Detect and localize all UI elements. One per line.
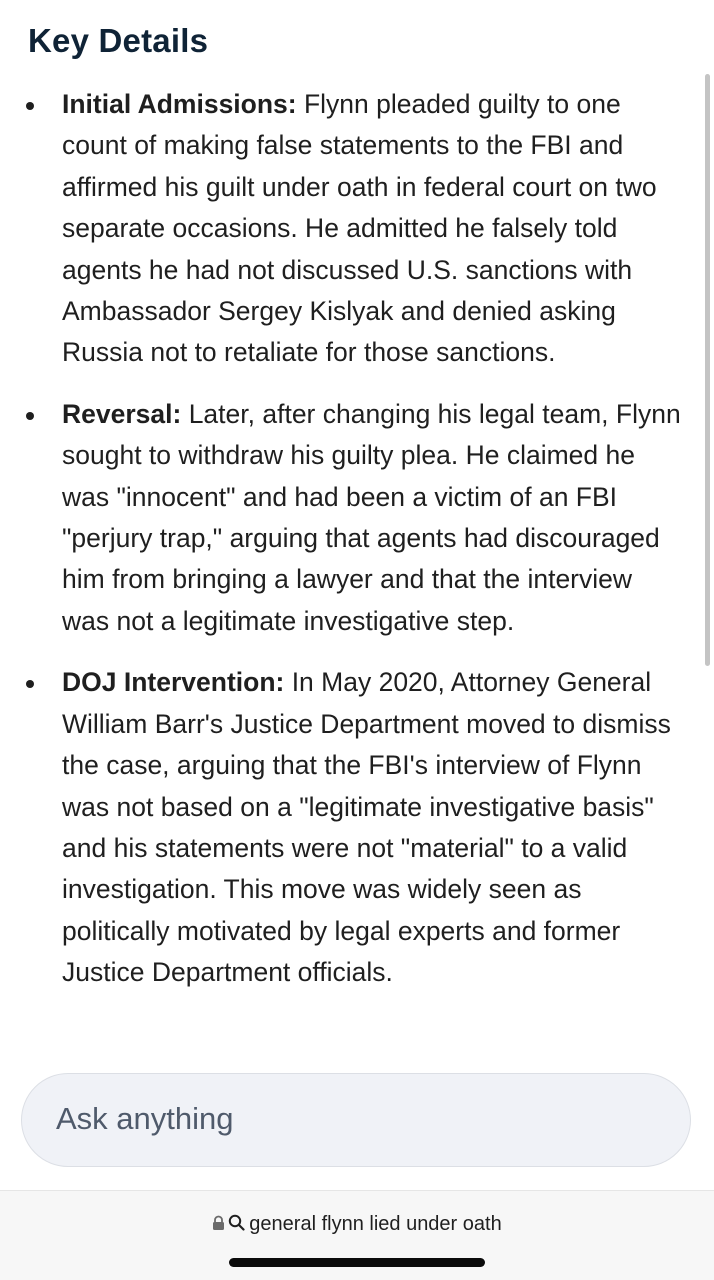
bullet-term: Reversal: [62, 398, 182, 429]
ask-input[interactable] [21, 1073, 691, 1167]
key-details-list [0, 84, 714, 1014]
list-item [0, 662, 714, 993]
bullet-icon [26, 102, 34, 110]
list-item [0, 84, 714, 374]
bullet-text: Flynn pleaded guilty to one count of making false statements to the FBI and affirmed his guilt under oath in federal court on two separate occasions. He admitted he falsely told agents he had not discussed U.S. sanctions with Ambassador Sergey Kislyak and denied asking Russia not to retaliate for those sanctions. [62, 89, 657, 368]
bullet-text: In May 2020, Attorney General William Barr's Justice Department moved to dismiss the case, arguing that the FBI's interview of Flynn was not based on a "legitimate investigative basis" and his statements were not "material" to a valid investigation. This move was widely seen as politically motivated by legal experts and former Justice Department officials. [62, 667, 671, 988]
lock-icon [212, 1214, 225, 1237]
address-field[interactable] [0, 1213, 714, 1237]
scrollbar-thumb[interactable] [705, 74, 710, 666]
address-text: general flynn lied under oath [249, 1213, 502, 1235]
search-icon [228, 1214, 245, 1237]
home-indicator [229, 1258, 485, 1267]
bullet-text: Later, after changing his legal team, Flynn sought to withdraw his guilty plea. He claimed he was "innocent" and had been a victim of an FBI "perjury trap," arguing that agents had discouraged him from bringing a lawyer and that the interview was not a legitimate investigative step. [62, 398, 681, 636]
browser-address-bar [0, 1190, 714, 1280]
bullet-term: DOJ Intervention: [62, 667, 285, 698]
bullet-icon [26, 412, 34, 420]
section-title: Key Details [28, 22, 209, 59]
bullet-term: Initial Admissions: [62, 89, 297, 119]
ask-input-placeholder: Ask anything [56, 1101, 234, 1136]
list-item [0, 394, 714, 642]
bullet-icon [26, 680, 34, 688]
